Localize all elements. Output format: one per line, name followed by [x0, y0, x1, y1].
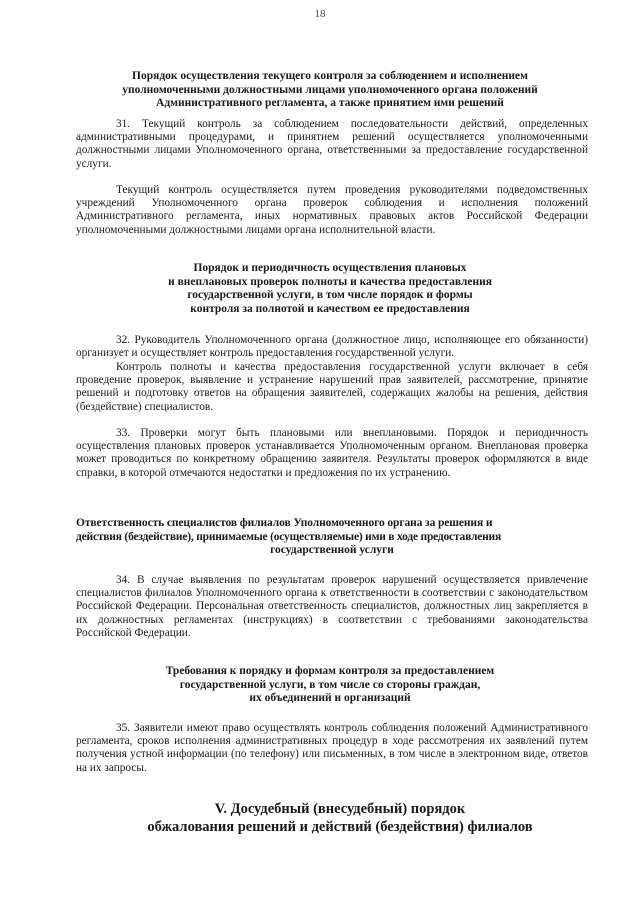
heading-current-control [60, 70, 600, 111]
paragraph-33: 33. Проверки могут быть плановыми или внеплановыми. Порядок и периодичность осуществления плановых проверок устанавливается Уполномоченным органом. Внеплановая проверка может проводиться по конкретному обращению заявителя. Результаты проверок оформляются в виде справки, в которой отмечаются недостатки и предложения по их устранению. [76, 427, 588, 479]
heading-line: контроля за полнотой и качеством ее предоставления [190, 302, 470, 315]
heading-line: государственной услуги, в том числе порядок и формы [187, 289, 473, 301]
heading-line: уполномоченными должностными лицами уполномоченного органа положений [122, 83, 538, 96]
heading-line: их объединений и организаций [249, 692, 411, 704]
heading-line: государственной услуги [270, 544, 394, 556]
paragraph-34: 34. В случае выявления по результатам проверок нарушений осуществляется привлечение специалистов филиалов Уполномоченного органа к ответственности в соответствии с законодательством Российской Федерации. Персональная ответственность специалистов, должностных лиц закрепляется в их должностных регламентах (инструкциях) в соответствии с требованиями законодательства Российской Федерации. [76, 574, 588, 639]
heading-responsibility [76, 517, 588, 558]
heading-line: Порядок осуществления текущего контроля за соблюдением и исполнением [132, 70, 528, 82]
heading-line: и внеплановых проверок полноты и качества предоставления [168, 275, 492, 288]
heading-requirements [60, 665, 600, 706]
heading-line: Требования к порядку и формам контроля за предоставлением [165, 665, 495, 677]
paragraph-31-continued: Текущий контроль осуществляется путем проведения руководителями подведомственных учреждений Уполномоченного органа проверок соблюдения и исполнения положений Административного регламента, иных нормативных правовых актов Российской Федерации уполномоченными должностными лицами органа исполнительной власти. [76, 184, 588, 236]
heading-line: Ответственность специалистов филиалов Уполномоченного органа за решения и [76, 517, 493, 529]
heading-line: государственной услуги, в том числе со стороны граждан, [179, 678, 481, 691]
section-title-line: обжалования решений и действий (бездействия) филиалов [147, 819, 533, 835]
heading-line: Административного регламента, а также принятием ими решений [156, 97, 504, 109]
paragraph-32-continued: Контроль полноты и качества предоставления государственной услуги включает в себя проведение проверок, выявление и устранение нарушений прав заявителей, рассмотрение, принятие решений и подготовку ответов на обращения заявителей, содержащих жалобы на решения, действия (бездействие) специалистов. [76, 361, 588, 413]
heading-inspections [60, 262, 600, 316]
section-title-line: V. Досудебный (внесудебный) порядок [214, 801, 466, 817]
heading-line: действия (бездействие), принимаемые (осуществляемые) ими в ходе предоставления [76, 530, 501, 543]
paragraph-31: 31. Текущий контроль за соблюдением последовательности действий, определенных административными процедурами, и принятием решений осуществляется уполномоченными должностными лицами Уполномоченного органа, ответственными за предоставление государственной услуги. [76, 118, 588, 170]
paragraph-32: 32. Руководитель Уполномоченного органа (должностное лицо, исполняющее его обязанности) организует и осуществляет контроль предоставления государственной услуги. [76, 334, 588, 360]
section-title [60, 800, 620, 836]
page-number: 18 [314, 8, 326, 20]
paragraph-35: 35. Заявители имеют право осуществлять контроль соблюдения положений Административного регламента, сроков исполнения административных процедур в ходе рассмотрения их заявлений путем получения устной информации (по телефону) или письменных, в том числе в электронном виде, ответов на их запросы. [76, 722, 588, 774]
heading-line: Порядок и периодичность осуществления плановых [193, 262, 467, 274]
